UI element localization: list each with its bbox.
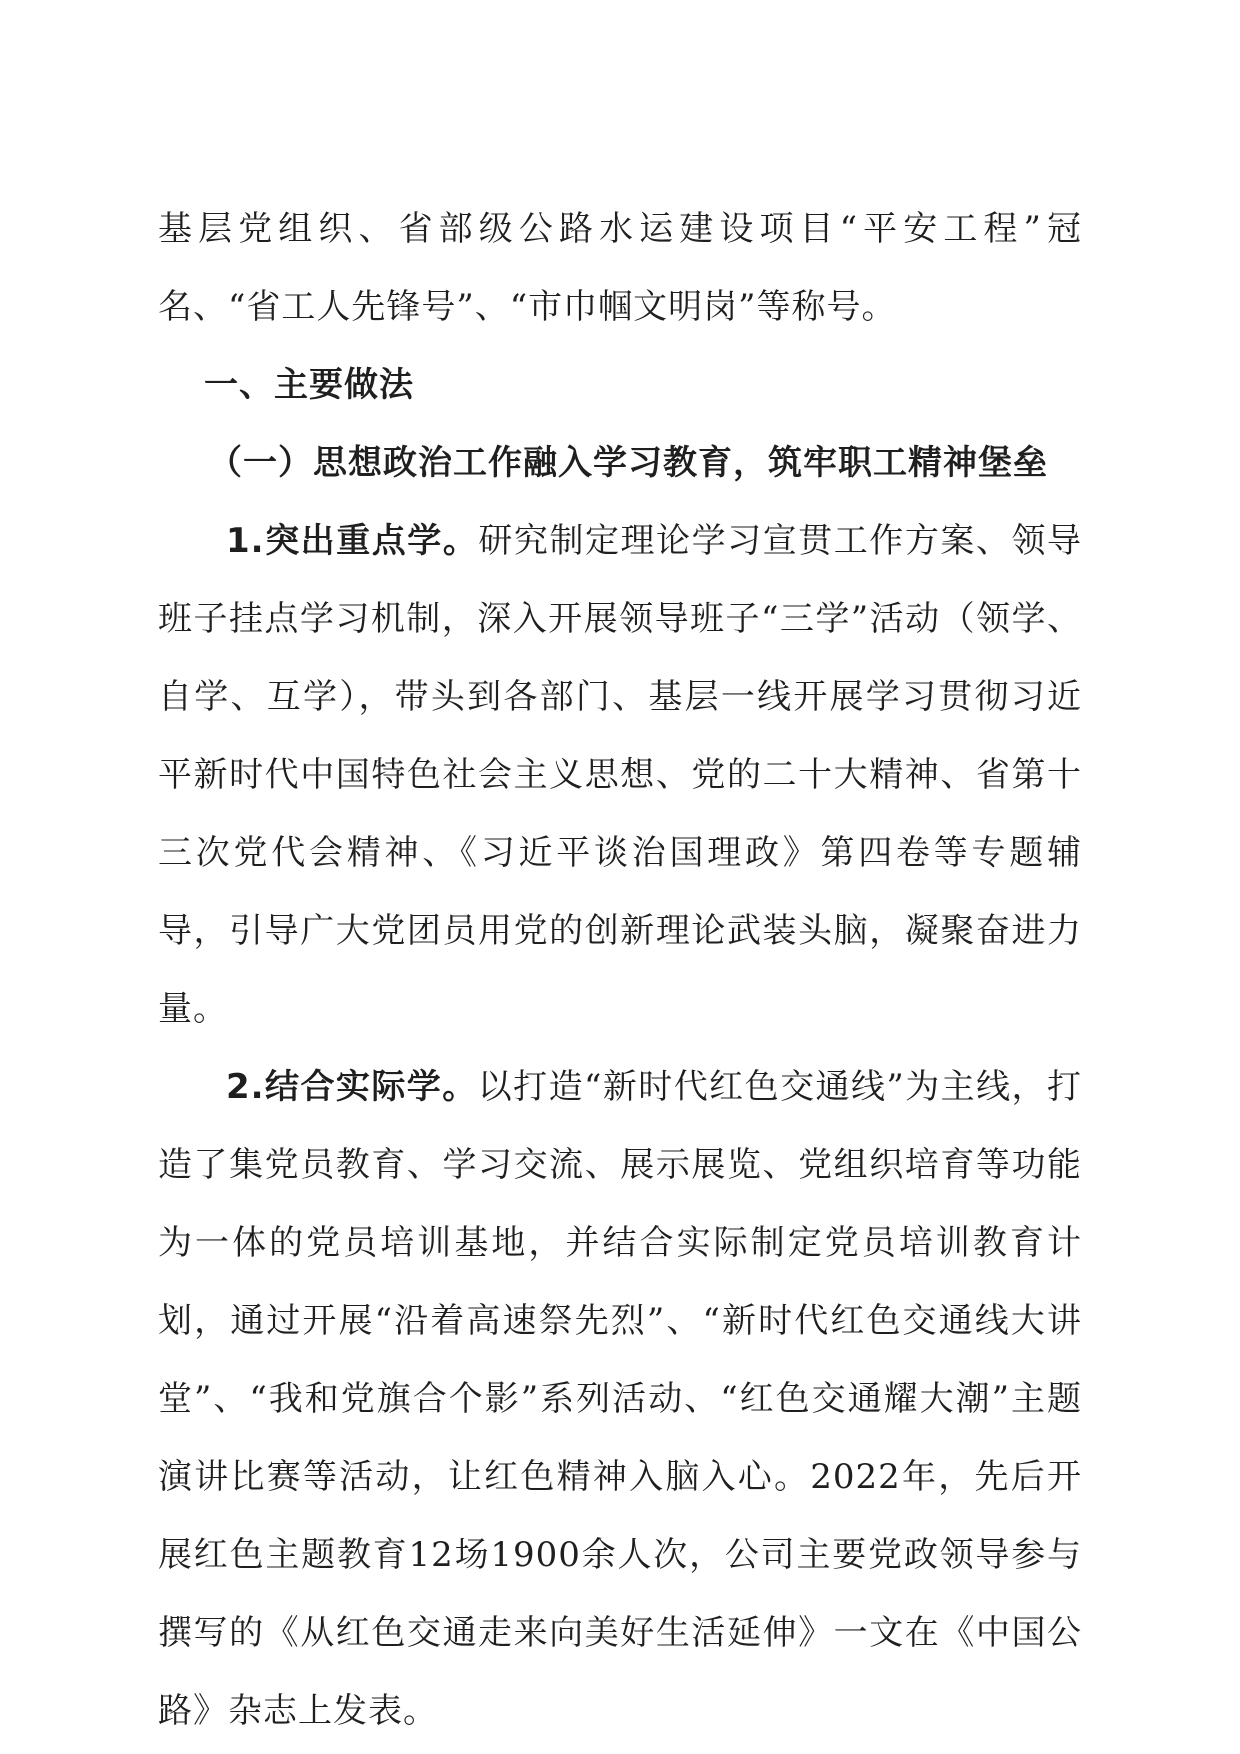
paragraph-body: 研究制定理论学习宣贯工作方案、领导班子挂点学习机制，深入开展领导班子“三学”活动（领学、自学、互学），带头到各部门、基层一线开展学习贯彻习近平新时代中国特色社会主义思想、党的二十大精神、省第十三次党代会精神、《习近平谈治国理政》第四卷等专题辅导，引导广大党团员用党的创新理论武装头脑，凝聚奋进力量。 [158, 521, 1082, 1029]
paragraph-body: 以打造“新时代红色交通线”为主线，打造了集党员教育、学习交流、展示展览、党组织培育等功能为一体的党员培训基地，并结合实际制定党员培训教育计划，通过开展“沿着高速祭先烈”、“新时代红色交通线大讲堂”、“我和党旗合个影”系列活动、“红色交通耀大潮”主题演讲比赛等活动，让红色精神入脑入心。2022年，先后开展红色主题教育12场1900余人次，公司主要党政领导参与撰写的《从红色交通走来向美好生活延伸》一文在《中国公路》杂志上发表。 [158, 1067, 1082, 1731]
paragraph-lead: 1.突出重点学。 [226, 521, 479, 561]
section-heading: 一、主要做法 [204, 365, 414, 405]
paragraph-lead: 2.结合实际学。 [226, 1067, 478, 1107]
paragraph-item-2 [158, 1048, 1082, 1750]
document-body [158, 190, 1082, 1750]
paragraph-item-1 [158, 502, 1082, 1048]
subsection-heading: （一）思想政治工作融入学习教育，筑牢职工精神堡垒 [208, 443, 1048, 483]
intro-paragraph: 基层党组织、省部级公路水运建设项目“平安工程”冠名、“省工人先锋号”、“市巾帼文明岗”等称号。 [158, 209, 1082, 327]
